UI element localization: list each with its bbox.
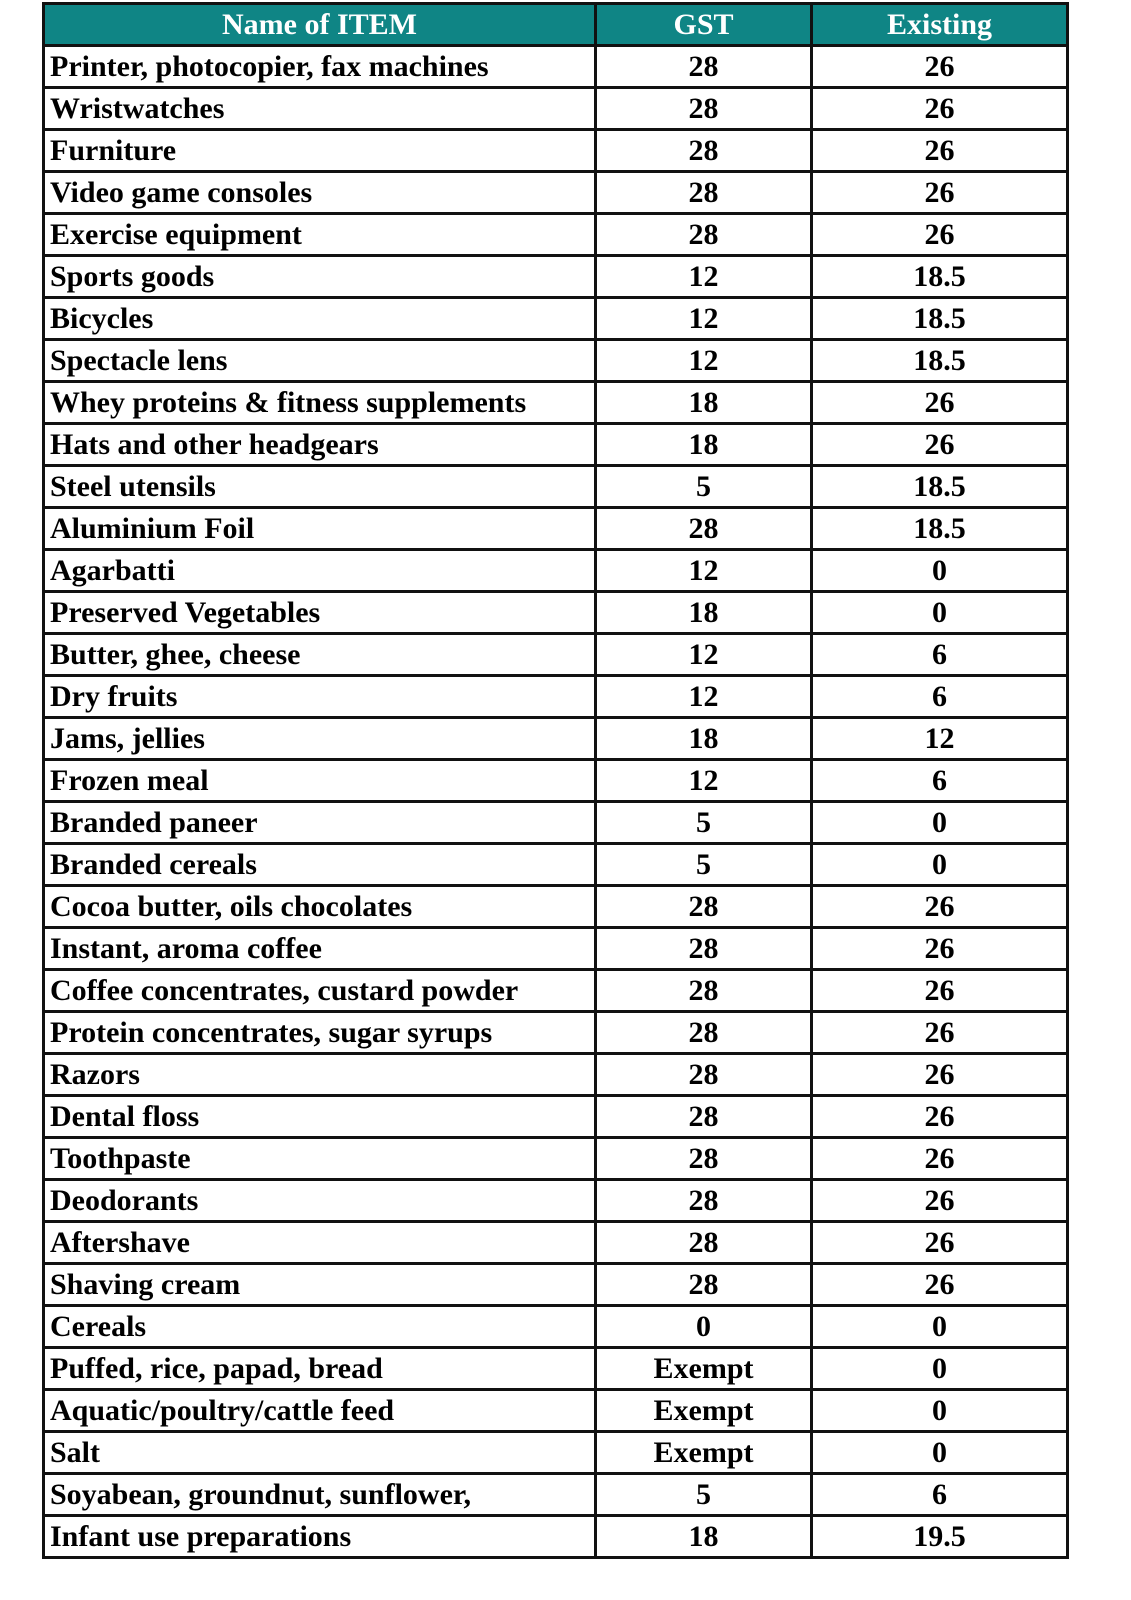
gst-rate-cell: 28: [596, 508, 812, 550]
table-row: [44, 1306, 1068, 1348]
gst-rate-cell: 28: [596, 1054, 812, 1096]
item-name-cell: Instant, aroma coffee: [44, 928, 596, 970]
table-row: [44, 1222, 1068, 1264]
gst-rate-cell: 12: [596, 298, 812, 340]
item-name-cell: Furniture: [44, 130, 596, 172]
existing-rate-cell: 26: [812, 46, 1068, 88]
existing-rate-cell: 26: [812, 172, 1068, 214]
item-name-cell: Dry fruits: [44, 676, 596, 718]
table-row: [44, 1432, 1068, 1474]
existing-rate-cell: 0: [812, 1390, 1068, 1432]
item-name-cell: Printer, photocopier, fax machines: [44, 46, 596, 88]
existing-rate-cell: 12: [812, 718, 1068, 760]
existing-rate-cell: 26: [812, 970, 1068, 1012]
existing-rate-cell: 26: [812, 1180, 1068, 1222]
existing-rate-cell: 0: [812, 592, 1068, 634]
gst-rate-cell: 12: [596, 550, 812, 592]
table-row: [44, 424, 1068, 466]
gst-rate-cell: 28: [596, 46, 812, 88]
item-name-cell: Bicycles: [44, 298, 596, 340]
existing-rate-cell: 26: [812, 214, 1068, 256]
item-name-cell: Sports goods: [44, 256, 596, 298]
header-item-name: Name of ITEM: [44, 4, 596, 46]
item-name-cell: Salt: [44, 1432, 596, 1474]
item-name-cell: Toothpaste: [44, 1138, 596, 1180]
existing-rate-cell: 26: [812, 1054, 1068, 1096]
gst-rate-cell: Exempt: [596, 1348, 812, 1390]
gst-rate-cell: 18: [596, 1516, 812, 1558]
gst-rate-cell: 12: [596, 760, 812, 802]
item-name-cell: Coffee concentrates, custard powder: [44, 970, 596, 1012]
item-name-cell: Branded cereals: [44, 844, 596, 886]
gst-rate-cell: 28: [596, 214, 812, 256]
existing-rate-cell: 0: [812, 550, 1068, 592]
item-name-cell: Dental floss: [44, 1096, 596, 1138]
gst-rate-cell: Exempt: [596, 1432, 812, 1474]
existing-rate-cell: 26: [812, 1012, 1068, 1054]
table-body: [44, 46, 1068, 1558]
item-name-cell: Jams, jellies: [44, 718, 596, 760]
table-row: [44, 802, 1068, 844]
table-row: [44, 1264, 1068, 1306]
item-name-cell: Deodorants: [44, 1180, 596, 1222]
existing-rate-cell: 18.5: [812, 256, 1068, 298]
table-row: [44, 466, 1068, 508]
item-name-cell: Aluminium Foil: [44, 508, 596, 550]
gst-rate-cell: 5: [596, 1474, 812, 1516]
existing-rate-cell: 26: [812, 1138, 1068, 1180]
header-existing: Existing: [812, 4, 1068, 46]
table-row: [44, 46, 1068, 88]
gst-rate-cell: 18: [596, 424, 812, 466]
item-name-cell: Exercise equipment: [44, 214, 596, 256]
existing-rate-cell: 26: [812, 1096, 1068, 1138]
existing-rate-cell: 6: [812, 676, 1068, 718]
gst-rate-cell: 28: [596, 970, 812, 1012]
gst-rate-cell: 18: [596, 718, 812, 760]
item-name-cell: Soyabean, groundnut, sunflower,: [44, 1474, 596, 1516]
existing-rate-cell: 26: [812, 886, 1068, 928]
existing-rate-cell: 6: [812, 1474, 1068, 1516]
table-row: [44, 88, 1068, 130]
table-row: [44, 256, 1068, 298]
item-name-cell: Puffed, rice, papad, bread: [44, 1348, 596, 1390]
item-name-cell: Aftershave: [44, 1222, 596, 1264]
table-row: [44, 1390, 1068, 1432]
table-row: [44, 1180, 1068, 1222]
item-name-cell: Razors: [44, 1054, 596, 1096]
table-row: [44, 844, 1068, 886]
gst-rate-cell: 28: [596, 130, 812, 172]
table-row: [44, 130, 1068, 172]
item-name-cell: Aquatic/poultry/cattle feed: [44, 1390, 596, 1432]
item-name-cell: Whey proteins & fitness supplements: [44, 382, 596, 424]
table-row: [44, 214, 1068, 256]
item-name-cell: Butter, ghee, cheese: [44, 634, 596, 676]
existing-rate-cell: 26: [812, 382, 1068, 424]
gst-rate-cell: 28: [596, 88, 812, 130]
table-row: [44, 508, 1068, 550]
item-name-cell: Steel utensils: [44, 466, 596, 508]
table-row: [44, 592, 1068, 634]
existing-rate-cell: 6: [812, 634, 1068, 676]
header-gst: GST: [596, 4, 812, 46]
gst-rate-cell: 18: [596, 382, 812, 424]
gst-rate-cell: 28: [596, 1222, 812, 1264]
table-row: [44, 1138, 1068, 1180]
item-name-cell: Cocoa butter, oils chocolates: [44, 886, 596, 928]
item-name-cell: Shaving cream: [44, 1264, 596, 1306]
gst-rate-table: [42, 2, 1069, 1559]
item-name-cell: Video game consoles: [44, 172, 596, 214]
gst-rate-cell: 12: [596, 676, 812, 718]
existing-rate-cell: 26: [812, 1222, 1068, 1264]
table-row: [44, 1096, 1068, 1138]
existing-rate-cell: 0: [812, 1306, 1068, 1348]
table-row: [44, 382, 1068, 424]
table-row: [44, 172, 1068, 214]
table-row: [44, 886, 1068, 928]
gst-rate-cell: 0: [596, 1306, 812, 1348]
existing-rate-cell: 26: [812, 1264, 1068, 1306]
table-row: [44, 550, 1068, 592]
table-row: [44, 718, 1068, 760]
existing-rate-cell: 6: [812, 760, 1068, 802]
item-name-cell: Spectacle lens: [44, 340, 596, 382]
table-row: [44, 298, 1068, 340]
item-name-cell: Agarbatti: [44, 550, 596, 592]
gst-rate-cell: 28: [596, 1180, 812, 1222]
table-row: [44, 1516, 1068, 1558]
gst-rate-cell: 12: [596, 634, 812, 676]
existing-rate-cell: 0: [812, 802, 1068, 844]
gst-rate-cell: 18: [596, 592, 812, 634]
gst-rate-cell: 5: [596, 844, 812, 886]
existing-rate-cell: 18.5: [812, 340, 1068, 382]
item-name-cell: Hats and other headgears: [44, 424, 596, 466]
table-row: [44, 970, 1068, 1012]
table-row: [44, 1012, 1068, 1054]
table-row: [44, 928, 1068, 970]
existing-rate-cell: 19.5: [812, 1516, 1068, 1558]
existing-rate-cell: 26: [812, 88, 1068, 130]
table-row: [44, 340, 1068, 382]
item-name-cell: Protein concentrates, sugar syrups: [44, 1012, 596, 1054]
gst-rate-cell: 28: [596, 928, 812, 970]
item-name-cell: Wristwatches: [44, 88, 596, 130]
existing-rate-cell: 18.5: [812, 508, 1068, 550]
gst-rate-cell: 12: [596, 340, 812, 382]
table-row: [44, 760, 1068, 802]
table-row: [44, 1474, 1068, 1516]
table-row: [44, 1348, 1068, 1390]
gst-rate-cell: 28: [596, 1012, 812, 1054]
header-row: [44, 4, 1068, 46]
existing-rate-cell: 26: [812, 424, 1068, 466]
existing-rate-cell: 0: [812, 844, 1068, 886]
existing-rate-cell: 26: [812, 928, 1068, 970]
gst-rate-cell: 28: [596, 886, 812, 928]
gst-rate-cell: 28: [596, 172, 812, 214]
gst-rate-cell: 5: [596, 802, 812, 844]
item-name-cell: Frozen meal: [44, 760, 596, 802]
gst-rate-cell: 28: [596, 1264, 812, 1306]
gst-rate-cell: 5: [596, 466, 812, 508]
existing-rate-cell: 18.5: [812, 298, 1068, 340]
gst-rate-cell: 28: [596, 1096, 812, 1138]
table-row: [44, 634, 1068, 676]
table-row: [44, 676, 1068, 718]
existing-rate-cell: 0: [812, 1432, 1068, 1474]
table-row: [44, 1054, 1068, 1096]
item-name-cell: Infant use preparations: [44, 1516, 596, 1558]
gst-rate-cell: Exempt: [596, 1390, 812, 1432]
item-name-cell: Cereals: [44, 1306, 596, 1348]
gst-rate-cell: 28: [596, 1138, 812, 1180]
existing-rate-cell: 26: [812, 130, 1068, 172]
gst-rate-cell: 12: [596, 256, 812, 298]
item-name-cell: Branded paneer: [44, 802, 596, 844]
item-name-cell: Preserved Vegetables: [44, 592, 596, 634]
existing-rate-cell: 0: [812, 1348, 1068, 1390]
existing-rate-cell: 18.5: [812, 466, 1068, 508]
